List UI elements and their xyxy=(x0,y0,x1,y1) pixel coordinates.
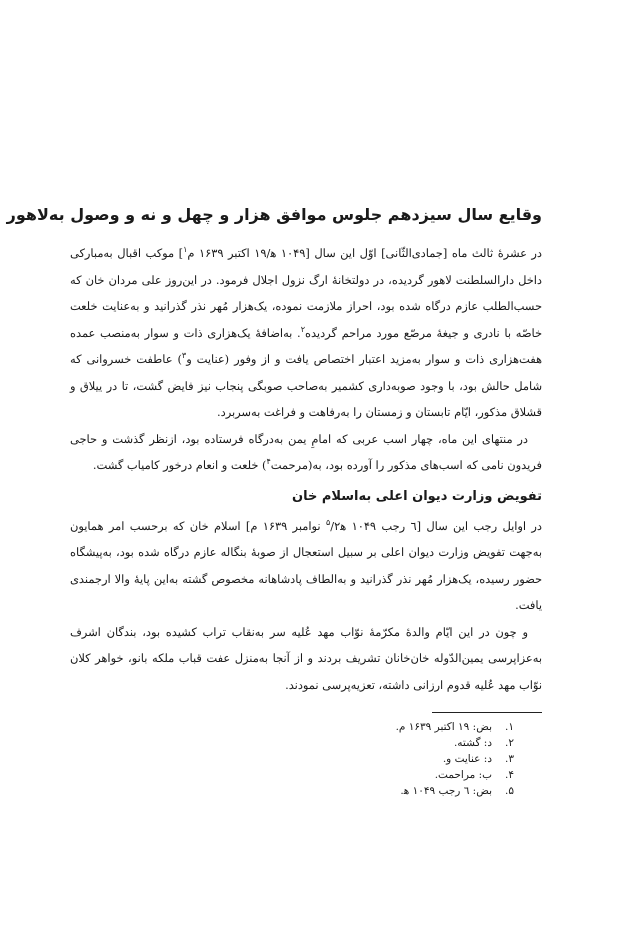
footnote-item xyxy=(70,783,514,799)
paragraph-2 xyxy=(70,426,542,479)
footnote-number: ۵. xyxy=(505,785,514,797)
footnote-text: د: گشته. xyxy=(453,737,492,749)
paragraph-2-text-b: ) خلعت و انعام درخور کامیاب گشت. xyxy=(92,458,267,472)
footnote-number: ۳. xyxy=(505,753,514,765)
footnote-ref-4[interactable]: ۴ xyxy=(266,457,271,467)
footnote-item xyxy=(70,719,514,735)
footnote-ref-1[interactable]: ۱ xyxy=(183,245,188,255)
footnote-ref-3[interactable]: ۳ xyxy=(181,351,187,361)
footnote-number: ۱. xyxy=(505,721,514,733)
footnote-item xyxy=(70,735,514,751)
footnote-item xyxy=(70,767,514,783)
page-title: وقایع سال سیزدهم جلوس موافق هزار و چهل و نه و وصول به‌لاهور xyxy=(6,205,542,224)
paragraph-3-text-b: /۲ نوامبر ۱۶۳۹ م] اسلام خان که برحسب امر همایون به‌جهت تفویض وزارت دیوان اعلی بر سبیل استعجال از صوبهٔ بنگاله عازم درگاه شده بود، به‌پیشگاه حضور رسیده، یک‌هزار مُهر نذر گذرانید و به‌الطاف پادشاهانه مخصوص گشته به‌این پایهٔ والا ارجمندی یافت. xyxy=(70,518,542,612)
footnote-list xyxy=(70,719,542,799)
paragraph-3-text-a: در اوایل رجب این سال [٦ رجب ۱۰۴۹ ه‍ xyxy=(340,518,542,533)
footnote-text: بض: ۱۹ اکتبر ۱۶۳۹ م. xyxy=(395,721,492,733)
paragraph-1-text-d: ) عاطفت خسروانی که شامل حالش بود، با وجود صوبه‌داری کشمیر به‌صاحب صوبگی پنجاب نیز فایض گشت، تا در ییلاق و قشلاق مذکور، ایّام تابستان و زمستان را به‌رفاهت و فراغت به‌سربرد. xyxy=(70,352,542,419)
paragraph-1 xyxy=(70,240,542,426)
paragraph-2-text-a: در منتهای این ماه، چهار اسب عربی که امامِ یمن به‌درگاه فرستاده بود، ازنظر گذشت و حاجی فریدون نامی که اسب‌های مذکور را آورده بود، به(مرحمت xyxy=(70,431,542,472)
paragraph-3 xyxy=(70,513,542,619)
footnote-text: ب: مراحمت. xyxy=(434,769,492,781)
footnote-number: ۲. xyxy=(505,737,514,749)
footnote-text: د: عنایت و. xyxy=(442,753,492,765)
paragraph-1-text-a: در عشرهٔ ثالث ماه [جمادی‌الثّانی] اوّل این سال [۱۰۴۹ ه‍/۱۹ اکتبر ۱۶۳۹ م xyxy=(187,246,542,260)
footnote-ref-5[interactable]: ۵ xyxy=(325,517,331,527)
paragraph-1-text-b: ] موکب اقبال به‌مبارکی داخل دارالسلطنت لاهور گردیده، در دولتخانهٔ ارگ نزول اجلال فرمود. در این‌روز علی مردان خان که حسب‌الطلب عازم درگاه شده بود، احراز ملازمت نموده، یک‌هزار مُهر نذر گذرانید و به‌عنایت خلعت خاصّه با نادری و جیغهٔ مرصّع مورد مراحم گردیده xyxy=(70,246,543,340)
footnote-ref-2[interactable]: ۲ xyxy=(300,324,305,334)
paragraph-1-text-c: . به‌اضافهٔ یک‌هزاری ذات و سوار به‌منصب عمده هفت‌هزاری ذات و سوار به‌مزید اعتبار اختصاص یافت و از وفور (عنایت و xyxy=(70,325,542,366)
footnote-text: بض: ٦ رجب ۱۰۴۹ ه‍. xyxy=(400,785,492,797)
paragraph-4: و چون در این ایّام والدهٔ مکرّمهٔ نوّاب مهد عُلیه سر به‌نقاب تراب کشیده بود، بندگان اشرف به‌عزاپرسی یمین‌الدّوله خان‌خانان تشریف بردند و از آنجا به‌منزل عفت قباب ملکه بانو، خواهر کلان نوّاب مهد عُلیه قدوم ارزانی داشته، تعزیه‌پرسی نمودند. xyxy=(70,624,542,692)
footnote-divider xyxy=(432,712,542,713)
section-heading: تفویض وزارت دیوان اعلی به‌اسلام خان xyxy=(291,488,542,504)
footnote-number: ۴. xyxy=(505,769,514,781)
page-body xyxy=(6,200,543,799)
footnote-item xyxy=(70,751,514,767)
